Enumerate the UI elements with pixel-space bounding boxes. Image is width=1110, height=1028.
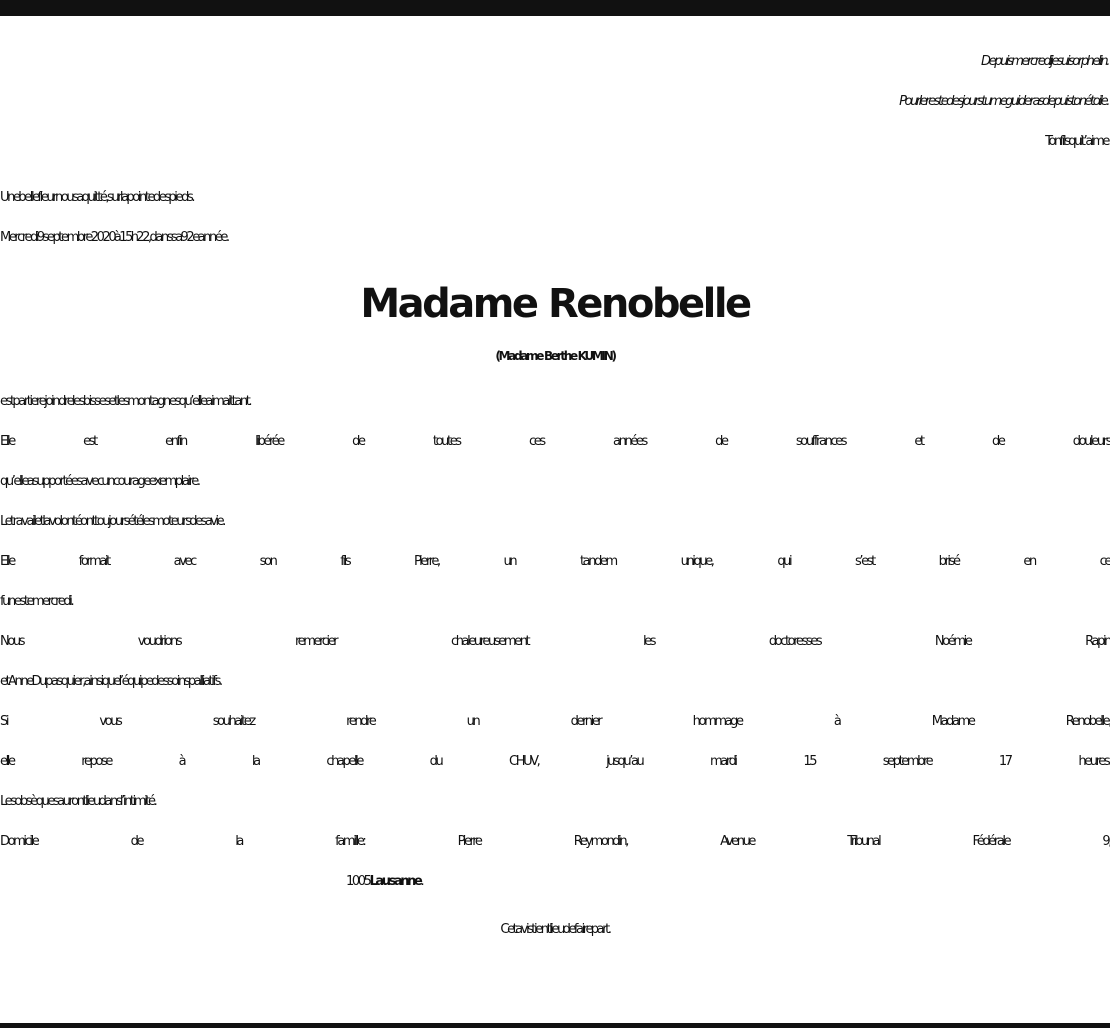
body-line: Le travail et la volonté ont toujours été les moteurs de sa vie. — [0, 514, 224, 529]
intro-line-1: Une belle fleur nous a quitté, sur la pointe des pieds. — [0, 190, 194, 205]
body-line: et Anne Dupasquier, ainsi que l’équipe des soins palliatifs. — [0, 674, 221, 689]
body-line: Domicile de la famille: Pierre Reymondin, Avenue Tribunal Fédérale 9, — [0, 834, 1110, 849]
closing-note: Cet avis tient lieu de faire part. — [500, 922, 610, 937]
epigraph-signature: Ton fils qui t’aime — [1045, 134, 1108, 149]
body-line: elle repose à la chapelle du CHUV, jusqu’au mardi 15 septembre 17 heures. — [0, 754, 1110, 769]
body-line: qu’elle a supportées avec un courage exemplaire. — [0, 474, 199, 489]
notice-body — [0, 382, 1110, 902]
body-line: funeste mercredi. — [0, 594, 73, 609]
address-city: Lausanne — [369, 874, 421, 889]
deceased-name: Madame Renobelle — [360, 281, 750, 327]
bottom-border-rule — [0, 1023, 1110, 1028]
body-line: Nous voudrions remercier chaleureusement les doctoresses Noémie Rapin — [0, 634, 1110, 649]
body-line: est partie rejoindre les bisses et les montagnes qu’elle aimait tant. — [0, 394, 251, 409]
body-line: Elle formait avec son fils Pierre, un tandem unique, qui s’est brisé en ce — [0, 554, 1110, 569]
deceased-full-name: (Madame Berthe KUMIN) — [495, 349, 615, 363]
epigraph-line-2: Pour le reste des jours tu me guideras depuis ton étoile. — [899, 94, 1108, 109]
body-line: Elle est enfin libérée de toutes ces années de souffrances et de douleurs — [0, 434, 1110, 449]
obituary-notice — [0, 42, 1110, 950]
epigraph-line-1: Depuis mercredi je suis orphelin. — [981, 54, 1108, 69]
address-period: . — [420, 874, 423, 889]
address-line — [0, 862, 1110, 902]
address-postcode: 1005 — [346, 874, 370, 889]
intro-line-2: Mercredi 9 septembre 2020 à 15 h 22, dans sa 92e année. — [0, 230, 228, 245]
body-line: Les obsèques auront lieu dans l’intimité. — [0, 794, 156, 809]
top-border-rule — [0, 0, 1110, 16]
body-line: Si vous souhaitez rendre un dernier hommage à Madame Renobelle, — [0, 714, 1110, 729]
